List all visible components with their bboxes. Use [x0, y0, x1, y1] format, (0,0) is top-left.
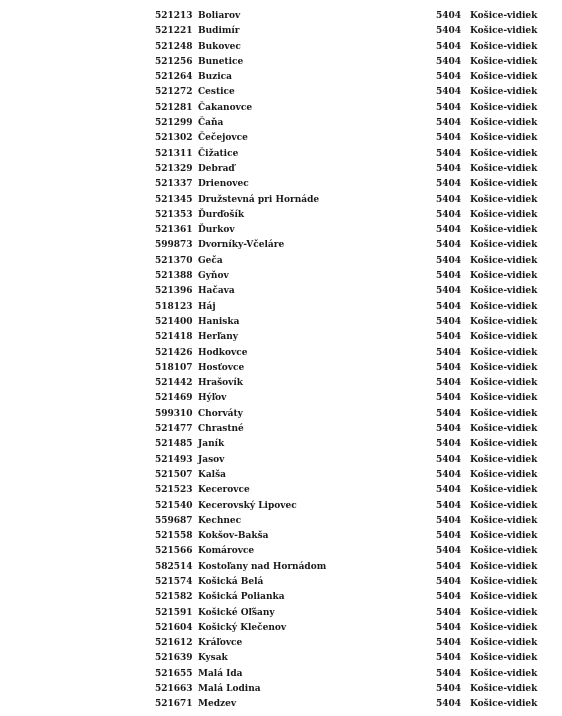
district-name: Košice-vidiek — [470, 638, 538, 649]
table-row — [0, 361, 562, 376]
municipality-code: 521302 — [155, 133, 193, 144]
municipality-name: Družstevná pri Hornáde — [198, 194, 320, 205]
table-row — [0, 177, 562, 192]
table-row — [0, 330, 562, 345]
district-name: Košice-vidiek — [470, 393, 538, 404]
district-name: Košice-vidiek — [470, 607, 538, 618]
table-row — [0, 193, 562, 208]
table-row — [0, 238, 562, 253]
table-row — [0, 667, 562, 682]
municipality-name: Kecerovský Lipovec — [198, 500, 297, 511]
district-name: Košice-vidiek — [470, 347, 538, 358]
table-row — [0, 40, 562, 55]
table-row — [0, 514, 562, 529]
district-code: 5404 — [436, 255, 462, 266]
municipality-code: 521604 — [155, 622, 193, 633]
municipality-name: Chrastné — [198, 424, 244, 435]
municipality-name: Malá Ida — [198, 668, 243, 679]
municipality-name: Košické Oľšany — [198, 607, 275, 618]
table-row — [0, 376, 562, 391]
municipality-code: 521221 — [155, 26, 193, 37]
municipality-code: 599873 — [155, 240, 193, 251]
municipality-name: Drienovec — [198, 179, 249, 190]
municipality-name: Jasov — [198, 454, 225, 465]
district-name: Košice-vidiek — [470, 56, 538, 67]
district-code: 5404 — [436, 72, 462, 83]
municipality-code: 518123 — [155, 301, 193, 312]
municipality-code: 521540 — [155, 500, 193, 511]
district-name: Košice-vidiek — [470, 408, 538, 419]
district-code: 5404 — [436, 393, 462, 404]
table-row — [0, 697, 562, 712]
district-name: Košice-vidiek — [470, 653, 538, 664]
district-code: 5404 — [436, 622, 462, 633]
table-row — [0, 346, 562, 361]
district-code: 5404 — [436, 592, 462, 603]
district-name: Košice-vidiek — [470, 531, 538, 542]
district-name: Košice-vidiek — [470, 592, 538, 603]
district-code: 5404 — [436, 500, 462, 511]
municipality-name: Haniska — [198, 316, 240, 327]
district-code: 5404 — [436, 225, 462, 236]
district-code: 5404 — [436, 699, 462, 710]
municipality-name: Košická Belá — [198, 576, 264, 587]
district-name: Košice-vidiek — [470, 148, 538, 159]
district-name: Košice-vidiek — [470, 225, 538, 236]
municipality-code: 521558 — [155, 531, 193, 542]
district-name: Košice-vidiek — [470, 684, 538, 695]
table-row — [0, 529, 562, 544]
municipality-code: 521396 — [155, 286, 193, 297]
municipality-name: Čečejovce — [198, 133, 248, 144]
district-code: 5404 — [436, 87, 462, 98]
district-code: 5404 — [436, 194, 462, 205]
municipality-name: Čakanovce — [198, 102, 253, 113]
municipality-name: Kalša — [198, 469, 226, 480]
table-row — [0, 131, 562, 146]
municipality-name: Háj — [198, 301, 216, 312]
municipality-code: 521400 — [155, 316, 193, 327]
district-name: Košice-vidiek — [470, 209, 538, 220]
district-code: 5404 — [436, 271, 462, 282]
district-code: 5404 — [436, 378, 462, 389]
district-name: Košice-vidiek — [470, 102, 538, 113]
district-name: Košice-vidiek — [470, 72, 538, 83]
district-code: 5404 — [436, 607, 462, 618]
table-row — [0, 437, 562, 452]
district-code: 5404 — [436, 240, 462, 251]
municipality-code: 521418 — [155, 332, 193, 343]
municipality-code: 521574 — [155, 576, 193, 587]
municipality-code: 521671 — [155, 699, 193, 710]
table-row — [0, 575, 562, 590]
district-name: Košice-vidiek — [470, 439, 538, 450]
municipality-name: Čaňa — [198, 118, 224, 129]
municipality-name: Ďurďošík — [198, 209, 245, 220]
district-name: Košice-vidiek — [470, 240, 538, 251]
table-row — [0, 407, 562, 422]
district-name: Košice-vidiek — [470, 133, 538, 144]
municipality-code: 521507 — [155, 469, 193, 480]
municipality-code: 521523 — [155, 485, 193, 496]
district-code: 5404 — [436, 576, 462, 587]
district-code: 5404 — [436, 638, 462, 649]
municipality-code: 521663 — [155, 684, 193, 695]
municipality-name: Kecerovce — [198, 485, 250, 496]
district-name: Košice-vidiek — [470, 515, 538, 526]
table-row — [0, 483, 562, 498]
district-code: 5404 — [436, 133, 462, 144]
district-code: 5404 — [436, 546, 462, 557]
municipality-name: Gyňov — [198, 271, 229, 282]
district-name: Košice-vidiek — [470, 87, 538, 98]
district-name: Košice-vidiek — [470, 11, 538, 21]
table-row — [0, 453, 562, 468]
table-row — [0, 223, 562, 238]
district-name: Košice-vidiek — [470, 163, 538, 174]
district-code: 5404 — [436, 653, 462, 664]
district-code: 5404 — [436, 454, 462, 465]
municipality-code: 521370 — [155, 255, 193, 266]
district-code: 5404 — [436, 11, 462, 21]
district-code: 5404 — [436, 148, 462, 159]
table-row — [0, 636, 562, 651]
district-name: Košice-vidiek — [470, 301, 538, 312]
municipality-code: 521272 — [155, 87, 193, 98]
municipality-name: Kechnec — [198, 515, 242, 526]
municipality-name: Boliarov — [198, 11, 241, 21]
district-code: 5404 — [436, 347, 462, 358]
municipality-code: 521299 — [155, 118, 193, 129]
municipality-code: 521329 — [155, 163, 193, 174]
table-row — [0, 24, 562, 39]
district-code: 5404 — [436, 26, 462, 37]
district-name: Košice-vidiek — [470, 118, 538, 129]
table-row — [0, 544, 562, 559]
district-code: 5404 — [436, 118, 462, 129]
district-code: 5404 — [436, 316, 462, 327]
municipality-name: Buzica — [198, 72, 232, 83]
table-row — [0, 315, 562, 330]
municipality-code: 521345 — [155, 194, 193, 205]
municipality-code: 521639 — [155, 653, 193, 664]
district-code: 5404 — [436, 102, 462, 113]
municipality-code: 521256 — [155, 56, 193, 67]
municipality-code: 521426 — [155, 347, 193, 358]
municipality-name: Cestice — [198, 87, 235, 98]
table-row — [0, 606, 562, 621]
table-row — [0, 499, 562, 514]
district-name: Košice-vidiek — [470, 424, 538, 435]
municipality-name: Košický Klečenov — [198, 622, 287, 633]
district-name: Košice-vidiek — [470, 194, 538, 205]
table-row — [0, 590, 562, 605]
municipality-name: Geča — [198, 255, 223, 266]
district-name: Košice-vidiek — [470, 26, 538, 37]
municipality-name: Kokšov-Bakša — [198, 531, 269, 542]
municipality-code: 582514 — [155, 561, 193, 572]
municipality-code: 521281 — [155, 102, 193, 113]
district-name: Košice-vidiek — [470, 362, 538, 373]
municipality-name: Hačava — [198, 286, 235, 297]
district-name: Košice-vidiek — [470, 546, 538, 557]
municipality-code: 521469 — [155, 393, 193, 404]
district-code: 5404 — [436, 469, 462, 480]
table-row — [0, 116, 562, 131]
table-row — [0, 468, 562, 483]
municipality-name: Čižatice — [198, 148, 239, 159]
municipality-name: Malá Lodina — [198, 684, 261, 695]
district-code: 5404 — [436, 531, 462, 542]
municipality-name: Debraď — [198, 163, 235, 174]
table-row — [0, 208, 562, 223]
municipality-code: 521353 — [155, 209, 193, 220]
district-code: 5404 — [436, 668, 462, 679]
municipality-name: Košická Polianka — [198, 592, 285, 603]
district-code: 5404 — [436, 424, 462, 435]
district-name: Košice-vidiek — [470, 255, 538, 266]
municipality-name: Chorváty — [198, 408, 243, 419]
table-row — [0, 101, 562, 116]
municipality-code: 521582 — [155, 592, 193, 603]
municipality-code: 521213 — [155, 11, 193, 21]
district-name: Košice-vidiek — [470, 485, 538, 496]
table-row — [0, 70, 562, 85]
district-code: 5404 — [436, 41, 462, 52]
district-code: 5404 — [436, 163, 462, 174]
district-code: 5404 — [436, 485, 462, 496]
municipality-name: Dvorníky-Včeláre — [198, 240, 285, 251]
table-row — [0, 55, 562, 70]
district-name: Košice-vidiek — [470, 378, 538, 389]
district-name: Košice-vidiek — [470, 668, 538, 679]
district-name: Košice-vidiek — [470, 332, 538, 343]
municipality-name: Hosťovce — [198, 362, 245, 373]
district-code: 5404 — [436, 301, 462, 312]
municipality-name: Kysak — [198, 653, 228, 664]
table-row — [0, 284, 562, 299]
municipality-code: 521311 — [155, 148, 193, 159]
municipality-name: Ďurkov — [198, 225, 235, 236]
table-row — [0, 422, 562, 437]
district-code: 5404 — [436, 209, 462, 220]
municipality-code: 521361 — [155, 225, 193, 236]
municipality-name: Hrašovík — [198, 378, 244, 389]
municipality-code: 521248 — [155, 41, 193, 52]
table-row — [0, 391, 562, 406]
municipality-name: Bunetice — [198, 56, 244, 67]
table-row — [0, 651, 562, 666]
municipality-code: 599310 — [155, 408, 193, 419]
municipality-code: 521442 — [155, 378, 193, 389]
district-name: Košice-vidiek — [470, 576, 538, 587]
municipality-name: Budimír — [198, 26, 240, 37]
municipality-code: 521612 — [155, 638, 193, 649]
table-row — [0, 254, 562, 269]
municipality-code: 521388 — [155, 271, 193, 282]
municipality-code: 521337 — [155, 179, 193, 190]
municipality-name: Hýľov — [198, 393, 227, 404]
table-row — [0, 162, 562, 177]
district-name: Košice-vidiek — [470, 454, 538, 465]
municipality-code: 521655 — [155, 668, 193, 679]
municipality-code: 521485 — [155, 439, 193, 450]
district-code: 5404 — [436, 439, 462, 450]
district-name: Košice-vidiek — [470, 286, 538, 297]
district-name: Košice-vidiek — [470, 622, 538, 633]
table-row — [0, 560, 562, 575]
municipality-code: 521591 — [155, 607, 193, 618]
table-row — [0, 9, 562, 24]
district-name: Košice-vidiek — [470, 179, 538, 190]
municipality-code: 559687 — [155, 515, 193, 526]
municipality-name: Medzev — [198, 699, 237, 710]
district-code: 5404 — [436, 286, 462, 297]
municipality-code: 521566 — [155, 546, 193, 557]
district-code: 5404 — [436, 179, 462, 190]
municipality-name: Kostoľany nad Hornádom — [198, 561, 327, 572]
district-name: Košice-vidiek — [470, 500, 538, 511]
municipality-code: 521493 — [155, 454, 193, 465]
table-row — [0, 300, 562, 315]
table-row — [0, 147, 562, 162]
table-row — [0, 269, 562, 284]
municipality-name: Kráľovce — [198, 638, 243, 649]
municipality-table — [0, 9, 562, 713]
district-code: 5404 — [436, 684, 462, 695]
district-name: Košice-vidiek — [470, 469, 538, 480]
table-row — [0, 85, 562, 100]
district-code: 5404 — [436, 408, 462, 419]
district-code: 5404 — [436, 561, 462, 572]
municipality-name: Hodkovce — [198, 347, 248, 358]
table-row — [0, 682, 562, 697]
district-name: Košice-vidiek — [470, 271, 538, 282]
district-code: 5404 — [436, 332, 462, 343]
municipality-name: Janík — [198, 439, 225, 450]
municipality-name: Komárovce — [198, 546, 255, 557]
district-name: Košice-vidiek — [470, 561, 538, 572]
district-name: Košice-vidiek — [470, 699, 538, 710]
municipality-name: Bukovec — [198, 41, 241, 52]
municipality-code: 518107 — [155, 362, 193, 373]
district-name: Košice-vidiek — [470, 316, 538, 327]
municipality-name: Herľany — [198, 332, 238, 343]
municipality-code: 521477 — [155, 424, 193, 435]
district-code: 5404 — [436, 515, 462, 526]
municipality-code: 521264 — [155, 72, 193, 83]
district-name: Košice-vidiek — [470, 41, 538, 52]
district-code: 5404 — [436, 56, 462, 67]
table-row — [0, 621, 562, 636]
district-code: 5404 — [436, 362, 462, 373]
